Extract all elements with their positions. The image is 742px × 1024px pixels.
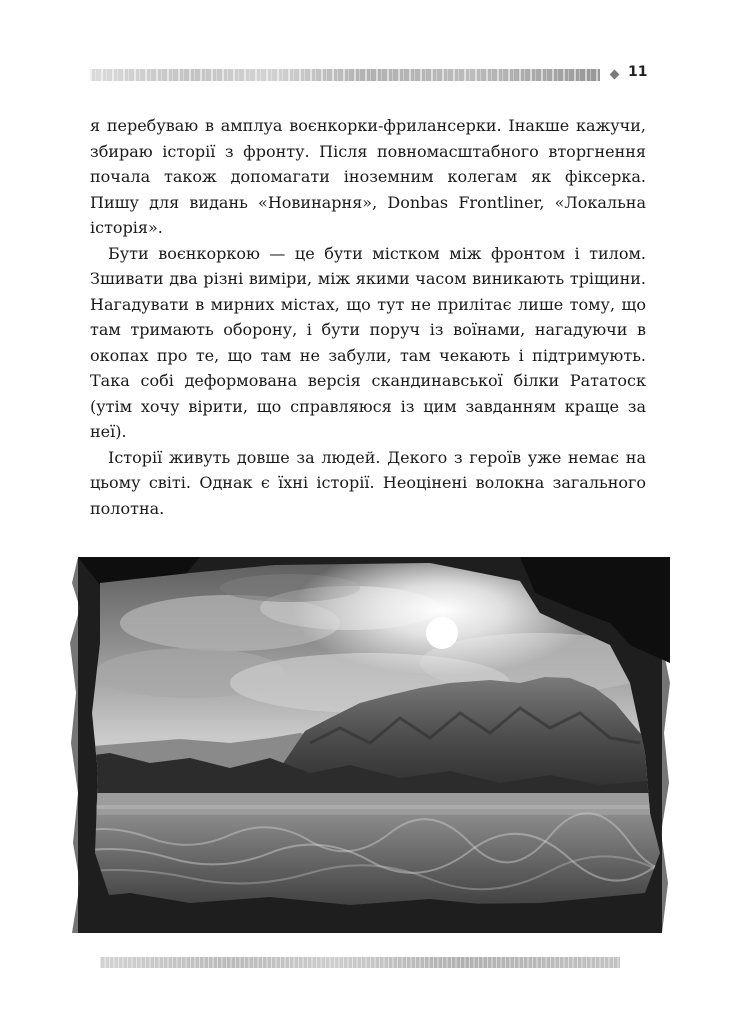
paragraph-1: я перебуваю в амплуа воєнкорки-фрилансерки. Інакше кажучи, збираю історії з фронту. Після повномасштабного вторгнення почала також допомагати іноземним колегам як фіксерка. Пишу для видань «Новинарня», Donbas Frontliner, «Локальна історія». [90,116,646,237]
text-block [90,113,646,521]
water-reflection [70,805,670,809]
sun-icon [426,617,458,649]
paragraph-2: Бути воєнкоркою — це бути містком між фронтом і тилом. Зшивати два різні виміри, між якими часом виникають тріщини. Нагадувати в мирних містах, що тут не прилітає лише тому, що там тримають оборону, і бути поруч із воїнами, нагадуючи в окопах про те, що там не забули, там чекають і підтримують. Така собі деформована версія скандинавської білки Рататоск (утім хочу вірити, що справляюся із цим завданням краще за неї). [90,243,646,441]
paragraph-3: Історії живуть довше за людей. Декого з героїв уже немає на цьому світі. Однак є їхні історії. Неоцінені волокна загального полотна. [90,447,646,518]
header-rule [90,69,600,81]
water [70,793,670,815]
page-number: 11 [628,64,648,80]
header-diamond-icon [610,70,620,80]
footer-rule [100,957,620,968]
landscape-photo [70,553,670,938]
